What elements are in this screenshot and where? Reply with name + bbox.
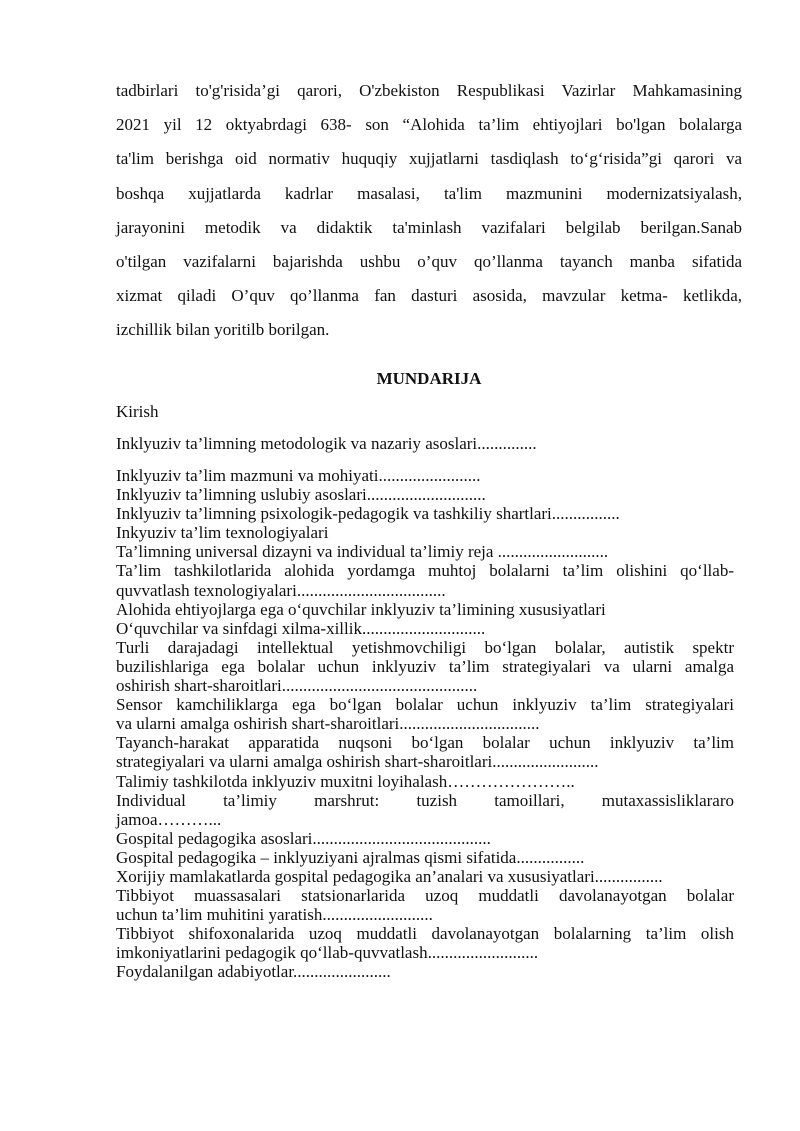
toc-item: Talimiy tashkilotda inklyuziv muxitni loyihalash………………….. (116, 771, 575, 791)
toc-item: Turli darajadagi intellektual yetishmovchiligi bo‘lgan bolalar, autistik spektr (116, 637, 734, 657)
intro-line: jarayonini metodik va didaktik ta'minlash vazifalari belgilab berilgan.Sanab (116, 217, 742, 237)
toc-item: imkoniyatlarini pedagogik qo‘llab-quvvatlash.......................... (116, 943, 539, 963)
toc-item: Xorijiy mamlakatlarda gospital pedagogika an’analari va xususiyatlari................ (116, 866, 663, 886)
toc-item: Alohida ehtiyojlarga ega o‘quvchilar inklyuziv ta’limining xususiyatlari (116, 599, 606, 619)
toc-item: quvvatlash texnologiyalari................................... (116, 580, 446, 600)
intro-line: xizmat qiladi O’quv qo’llanma fan dasturi asosida, mavzular ketma- ketlikda, (116, 286, 742, 306)
toc-item: uchun ta’lim muhitini yaratish.......................... (116, 905, 433, 925)
toc-item: Individual ta’limiy marshrut: tuzish tamoillari, mutaxassisliklararo (116, 790, 734, 810)
toc-item: va ularni amalga oshirish shart-sharoitlari................................. (116, 714, 540, 734)
toc-item: O‘quvchilar va sinfdagi xilma-xillik............................. (116, 618, 486, 638)
intro-line: tadbirlari to'g'risida’gi qarori, O'zbekiston Respublikasi Vazirlar Mahkamasining (116, 81, 742, 100)
toc-item: Tayanch-harakat apparatida nuqsoni bo‘lgan bolalar uchun inklyuziv ta’lim (116, 733, 734, 753)
toc-item: Inklyuziv ta’lim mazmuni va mohiyati........................ (116, 466, 481, 485)
toc-item: Gospital pedagogika – inklyuziyani ajralmas qismi sifatida................ (116, 847, 585, 867)
toc-item: Tibbiyot shifoxonalarida uzoq muddatli davolanayotgan bolalarning ta’lim olish (116, 924, 734, 944)
toc-item: Inklyuziv ta’limning psixologik-pedagogik va tashkiliy shartlari................ (116, 504, 620, 524)
toc-item-section: Inklyuziv ta’limning metodologik va nazariy asoslari.............. (116, 434, 537, 453)
toc-item: Inkyuziv ta’lim texnologiyalari (116, 523, 329, 543)
toc-item: Inklyuziv ta’limning uslubiy asoslari............................ (116, 485, 486, 505)
intro-line: ta'lim berishga oid normativ huquqiy xujjatlarni tasdiqlash to‘g‘risida”gi qarori va (116, 149, 742, 169)
toc-item: Ta’limning universal dizayni va individual ta’limiy reja .......................... (116, 542, 609, 562)
toc-item: jamoa………... (116, 809, 222, 829)
toc-item: Gospital pedagogika asoslari.......................................... (116, 828, 491, 848)
intro-paragraph (116, 74, 742, 348)
toc-item: Ta’lim tashkilotlarida alohida yordamga muhtoj bolalarni ta’lim olishini qo‘llab- (116, 561, 734, 581)
intro-line: 2021 yil 12 oktyabrdagi 638- son “Alohida ta’lim ehtiyojlari bo'lgan bolalarga (116, 115, 742, 135)
intro-line: boshqa xujjatlarda kadrlar masalasi, ta'lim mazmunini modernizatsiyalash, (116, 183, 742, 203)
toc-item: Foydalanilgan adabiyotlar....................... (116, 962, 391, 982)
toc-heading: MUNDARIJA (376, 369, 482, 388)
intro-line: o'tilgan vazifalarni bajarishda ushbu o’quv qo’llanma tayanch manba sifatida (116, 252, 742, 272)
intro-line: izchillik bilan yoritilb borilgan. (116, 320, 330, 340)
toc-item: strategiyalari va ularni amalga oshirish shart-sharoitlari......................... (116, 752, 599, 772)
toc-item: oshirish shart-sharoitlari.............................................. (116, 676, 478, 696)
toc-item: Sensor kamchiliklarga ega bo‘lgan bolalar uchun inklyuziv ta’lim strategiyalari (116, 695, 734, 715)
toc-item: buzilishlariga ega bolalar uchun inklyuziv ta’lim strategiyalari va ularni amalga (116, 656, 734, 676)
toc-item-kirish: Kirish (116, 402, 159, 421)
toc-item: Tibbiyot muassasalari statsionarlarida uzoq muddatli davolanayotgan bolalar (116, 886, 734, 906)
table-of-contents (116, 466, 734, 982)
